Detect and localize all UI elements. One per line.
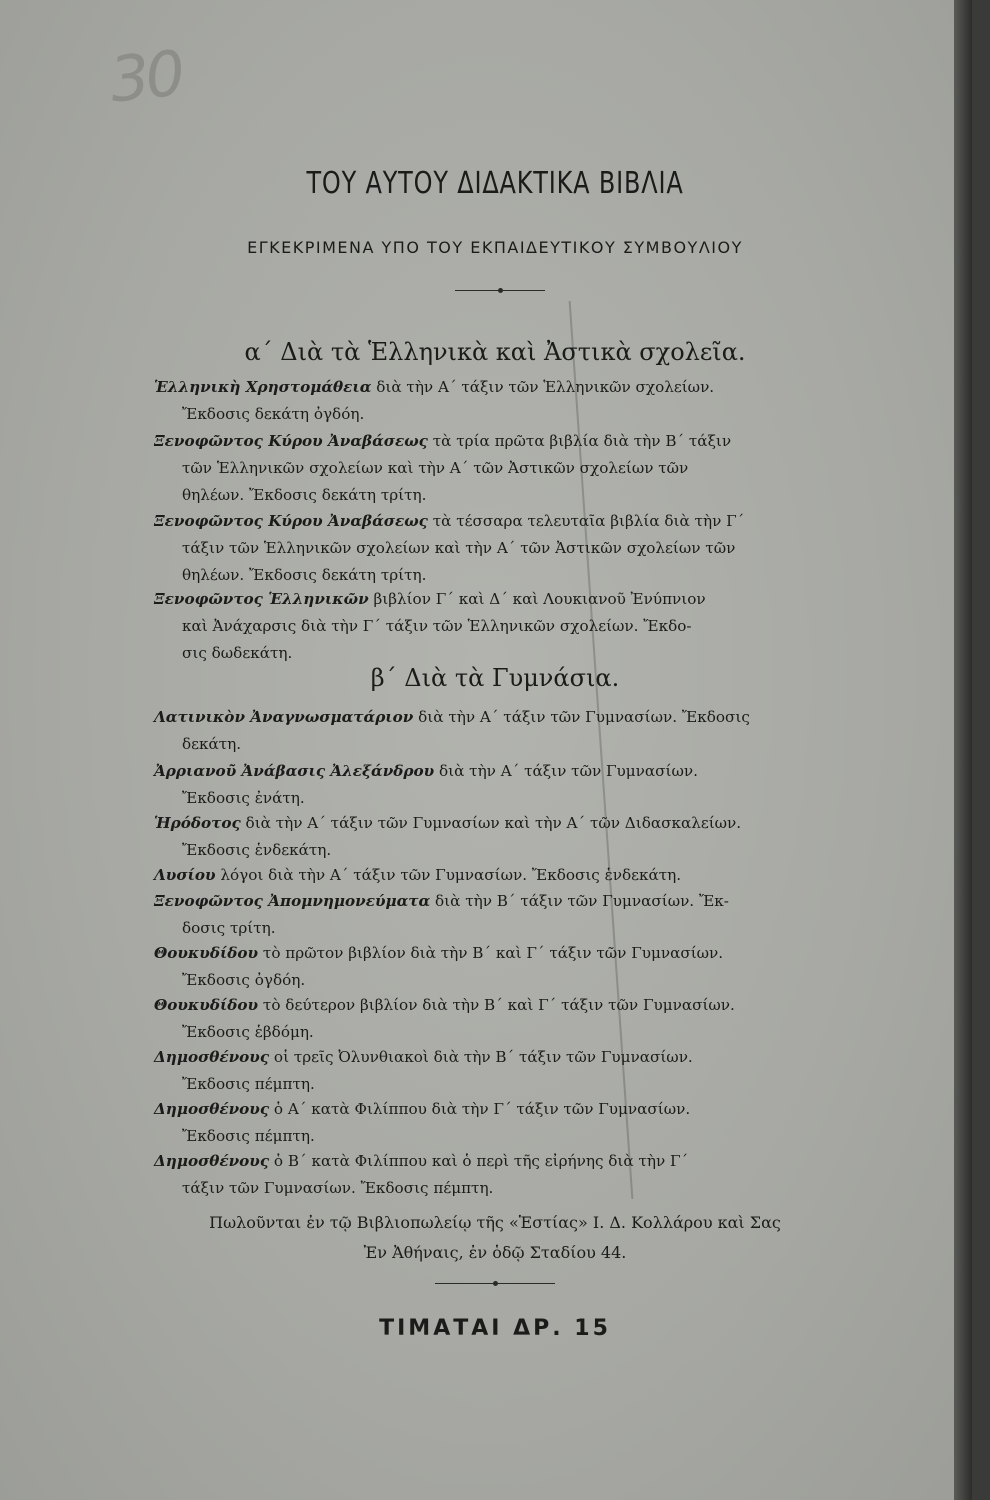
entry-author: Ἀρριανοῦ Ἀνάβασις Ἀλεξάνδρου (154, 762, 435, 780)
entry-continuation: τάξιν τῶν Γυμνασίων. Ἔκδοσις πέμπτη. (182, 1179, 494, 1197)
section-b-entry-8 (155, 1044, 845, 1098)
entry-author: Λατινικὸν Ἀναγνωσματάριον (154, 708, 414, 726)
entry-text: διὰ τὴν Β΄ τάξιν τῶν Γυμνασίων. Ἔκ- (430, 892, 729, 910)
entry-text: τὸ δεύτερον βιβλίον διὰ τὴν Β΄ καὶ Γ΄ τάξιν τῶν Γυμνασίων. (258, 996, 735, 1014)
publisher-line-2: Ἐν Ἀθήναις, ἐν ὁδῷ Σταδίου 44. (363, 1243, 627, 1262)
entry-text: οἱ τρεῖς Ὀλυνθιακοὶ διὰ τὴν Β΄ τάξιν τῶν Γυμνασίων. (269, 1048, 693, 1066)
entry-text: τὸ πρῶτον βιβλίον διὰ τὴν Β΄ καὶ Γ΄ τάξιν τῶν Γυμνασίων. (258, 944, 724, 962)
entry-continuation: δεκάτη. (182, 735, 242, 753)
entry-continuation: δοσις τρίτη. (182, 919, 276, 937)
entry-author: Ξενοφῶντος Κύρου Ἀναβάσεως (154, 432, 428, 450)
entry-continuation: τῶν Ἑλληνικῶν σχολείων καὶ τὴν Α΄ τῶν Ἀστικῶν σχολείων τῶν (182, 459, 689, 477)
divider-top (455, 290, 545, 291)
section-a-entry-3 (155, 508, 845, 589)
entry-author: Δημοσθένους (154, 1152, 270, 1170)
entry-author: Ξενοφῶντος Ἑλληνικῶν (154, 590, 369, 608)
divider-bottom (435, 1283, 555, 1284)
entry-continuation: θηλέων. Ἔκδοσις δεκάτη τρίτη. (182, 486, 427, 504)
page-subtitle: ΕΓΚΕΚΡΙΜΕΝΑ ΥΠΟ ΤΟΥ ΕΚΠΑΙΔΕΥΤΙΚΟΥ ΣΥΜΒΟΥΛΙΟΥ (247, 238, 743, 257)
entry-author: Ξενοφῶντος Κύρου Ἀναβάσεως (154, 512, 428, 530)
entry-author: Ἡρόδοτος (154, 814, 241, 832)
entry-author: Δημοσθένους (154, 1100, 270, 1118)
section-b-entry-4 (155, 862, 845, 889)
section-a-entry-2 (155, 428, 845, 509)
price-label: ΤΙΜΑΤΑΙ ΔΡ. 15 (379, 1316, 611, 1341)
entry-text: λόγοι διὰ τὴν Α΄ τάξιν τῶν Γυμνασίων. Ἔκδοσις ἑνδεκάτη. (215, 866, 682, 884)
entry-continuation: Ἔκδοσις ὀγδόη. (182, 971, 306, 989)
entry-continuation: Ἔκδοσις πέμπτη. (182, 1127, 315, 1145)
section-a-entry-4 (155, 586, 845, 667)
entry-continuation: τάξιν τῶν Ἑλληνικῶν σχολείων καὶ τὴν Α΄ τῶν Ἀστικῶν σχολείων τῶν (182, 539, 736, 557)
entry-text: διὰ τὴν Α΄ τάξιν τῶν Ἑλληνικῶν σχολείων. (371, 378, 715, 396)
entry-author: Ἑλληνικὴ Χρηστομάθεια (154, 378, 372, 396)
entry-author: Ξενοφῶντος Ἀπομνημονεύματα (154, 892, 431, 910)
entry-continuation: θηλέων. Ἔκδοσις δεκάτη τρίτη. (182, 566, 427, 584)
section-a-entry-1 (155, 374, 845, 428)
section-b-heading: β΄ Διὰ τὰ Γυμνάσια. (370, 664, 620, 692)
entry-text: ὁ Β΄ κατὰ Φιλίππου καὶ ὁ περὶ τῆς εἰρήνης διὰ τὴν Γ΄ (269, 1152, 689, 1170)
section-b-entry-2 (155, 758, 845, 812)
entry-author: Θουκυδίδου (154, 944, 259, 962)
section-b-entry-6 (155, 940, 845, 994)
page-title: ΤΟΥ ΑΥΤΟΥ ΔΙΔΑΚΤΙΚΑ ΒΙΒΛΙΑ (306, 166, 684, 201)
page-edge (954, 0, 972, 1500)
entry-author: Θουκυδίδου (154, 996, 259, 1014)
entry-continuation: Ἔκδοσις ἐνάτη. (182, 789, 305, 807)
entry-continuation: σις δωδεκάτη. (182, 644, 293, 662)
section-b-entry-3 (155, 810, 845, 864)
entry-continuation: Ἔκδοσις ἑβδόμη. (182, 1023, 314, 1041)
entry-text: βιβλίον Γ΄ καὶ Δ΄ καὶ Λουκιανοῦ Ἐνύπνιον (368, 590, 706, 608)
entry-text: τὰ τρία πρῶτα βιβλία διὰ τὴν Β΄ τάξιν (427, 432, 732, 450)
publisher-info (0, 1208, 972, 1268)
section-b-entry-7 (155, 992, 845, 1046)
entry-continuation: Ἔκδοσις πέμπτη. (182, 1075, 315, 1093)
section-b-entry-9 (155, 1096, 845, 1150)
entry-continuation: καὶ Ἀνάχαρσις διὰ τὴν Γ΄ τάξιν τῶν Ἑλληνικῶν σχολείων. Ἔκδο- (182, 617, 692, 635)
entry-author: Λυσίου (154, 866, 216, 884)
entry-text: ὁ Α΄ κατὰ Φιλίππου διὰ τὴν Γ΄ τάξιν τῶν Γυμνασίων. (269, 1100, 691, 1118)
section-b-entry-5 (155, 888, 845, 942)
entry-text: διὰ τὴν Α΄ τάξιν τῶν Γυμνασίων. (434, 762, 698, 780)
section-a-heading: α΄ Διὰ τὰ Ἑλληνικὰ καὶ Ἀστικὰ σχολεῖα. (244, 338, 746, 366)
section-b-entry-1 (155, 704, 845, 758)
entry-continuation: Ἔκδοσις δεκάτη ὀγδόη. (182, 405, 365, 423)
section-b-entry-10 (155, 1148, 845, 1202)
handwritten-page-number: 30 (106, 36, 185, 117)
entry-text: διὰ τὴν Α΄ τάξιν τῶν Γυμνασίων. Ἔκδοσις (413, 708, 750, 726)
entry-author: Δημοσθένους (154, 1048, 270, 1066)
entry-text: τὰ τέσσαρα τελευταῖα βιβλία διὰ τὴν Γ΄ (427, 512, 745, 530)
entry-text: διὰ τὴν Α΄ τάξιν τῶν Γυμνασίων καὶ τὴν Α΄ τῶν Διδασκαλείων. (240, 814, 742, 832)
publisher-line-1: Πωλοῦνται ἐν τῷ Βιβλιοπωλείῳ τῆς «Ἑστίας» Ι. Δ. Κολλάρου καὶ Σας (209, 1213, 781, 1232)
entry-continuation: Ἔκδοσις ἑνδεκάτη. (182, 841, 332, 859)
